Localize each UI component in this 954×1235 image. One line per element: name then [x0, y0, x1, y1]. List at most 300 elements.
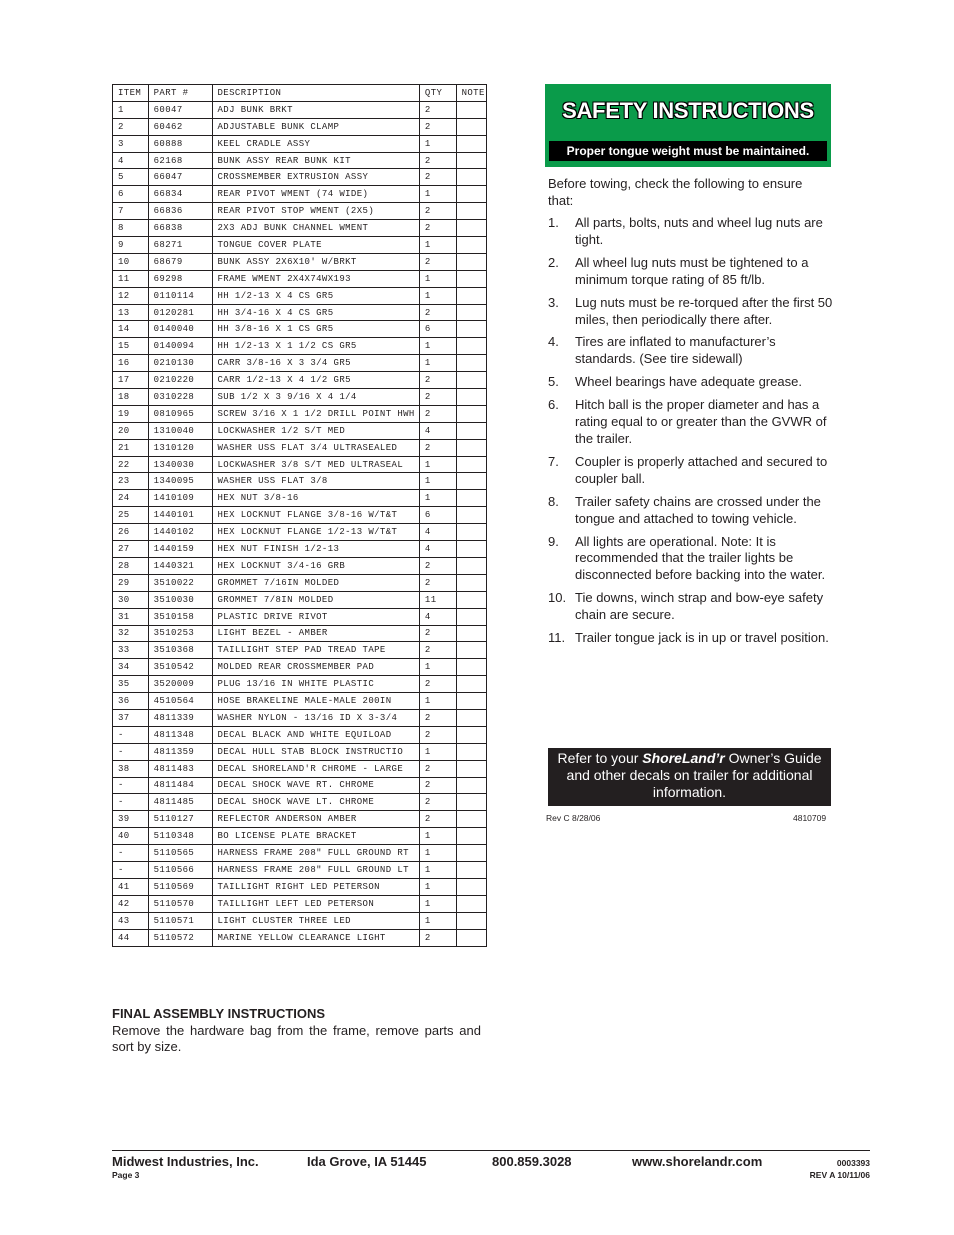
safety-title: SAFETY INSTRUCTIONS [562, 98, 814, 123]
table-row [113, 490, 487, 507]
cell-qty: 2 [419, 118, 456, 135]
footer-website[interactable]: www.shorelandr.com [632, 1154, 763, 1169]
cell-qty: 6 [419, 507, 456, 524]
safety-item-text: Trailer tongue jack is in up or travel position. [575, 630, 829, 646]
cell-description: SCREW 3/16 X 1 1/2 DRILL POINT HWH [212, 405, 419, 422]
cell-item: 32 [113, 625, 149, 642]
table-row [113, 625, 487, 642]
footer-divider [112, 1150, 870, 1151]
cell-description: HEX LOCKNUT FLANGE 1/2-13 W/T&T [212, 524, 419, 541]
cell-qty: 2 [419, 777, 456, 794]
table-row [113, 541, 487, 558]
cell-item: 43 [113, 912, 149, 929]
cell-description: HH 3/4-16 X 4 CS GR5 [212, 304, 419, 321]
parts-table-body [113, 101, 487, 946]
cell-note [456, 659, 486, 676]
cell-part-number: 1410109 [148, 490, 212, 507]
cell-note [456, 895, 486, 912]
cell-qty: 2 [419, 253, 456, 270]
cell-qty: 2 [419, 726, 456, 743]
cell-part-number: 0310228 [148, 389, 212, 406]
cell-qty: 11 [419, 591, 456, 608]
cell-note [456, 152, 486, 169]
cell-qty: 4 [419, 422, 456, 439]
table-row [113, 152, 487, 169]
header-item: ITEM [113, 85, 149, 102]
cell-note [456, 878, 486, 895]
cell-part-number: 62168 [148, 152, 212, 169]
cell-note [456, 726, 486, 743]
cell-note [456, 439, 486, 456]
cell-qty: 2 [419, 760, 456, 777]
cell-description: LOCKWASHER 1/2 S/T MED [212, 422, 419, 439]
cell-description: HH 1/2-13 X 4 CS GR5 [212, 287, 419, 304]
cell-description: GROMMET 7/16IN MOLDED [212, 574, 419, 591]
cell-note [456, 253, 486, 270]
cell-note [456, 676, 486, 693]
final-assembly-section [112, 1006, 481, 1056]
cell-item: - [113, 845, 149, 862]
cell-note [456, 861, 486, 878]
cell-note [456, 794, 486, 811]
cell-item: 12 [113, 287, 149, 304]
cell-note [456, 929, 486, 946]
header-description: DESCRIPTION [212, 85, 419, 102]
cell-description: TAILLIGHT RIGHT LED PETERSON [212, 878, 419, 895]
parts-table-header-row [113, 85, 487, 102]
cell-qty: 2 [419, 574, 456, 591]
cell-description: REAR PIVOT WMENT (74 WIDE) [212, 186, 419, 203]
cell-note [456, 321, 486, 338]
cell-part-number: 66047 [148, 169, 212, 186]
safety-checklist [548, 215, 833, 653]
table-row [113, 878, 487, 895]
cell-part-number: 1310120 [148, 439, 212, 456]
cell-note [456, 473, 486, 490]
safety-item [548, 334, 833, 368]
cell-part-number: 1440159 [148, 541, 212, 558]
cell-item: 30 [113, 591, 149, 608]
safety-item-number: 5. [548, 374, 559, 390]
table-row [113, 203, 487, 220]
table-row [113, 524, 487, 541]
cell-description: WASHER USS FLAT 3/4 ULTRASEALED [212, 439, 419, 456]
cell-item: 22 [113, 456, 149, 473]
cell-note [456, 591, 486, 608]
cell-description: MARINE YELLOW CLEARANCE LIGHT [212, 929, 419, 946]
cell-note [456, 574, 486, 591]
owner-notice-prefix: Refer to your [557, 750, 643, 766]
cell-item: 13 [113, 304, 149, 321]
cell-item: 2 [113, 118, 149, 135]
cell-note [456, 557, 486, 574]
cell-description: SUB 1/2 X 3 9/16 X 4 1/4 [212, 389, 419, 406]
cell-qty: 4 [419, 541, 456, 558]
cell-note [456, 625, 486, 642]
table-row [113, 507, 487, 524]
cell-item: 20 [113, 422, 149, 439]
safety-item [548, 630, 833, 647]
cell-description: MOLDED REAR CROSSMEMBER PAD [212, 659, 419, 676]
cell-description: HH 3/8-16 X 1 CS GR5 [212, 321, 419, 338]
cell-part-number: 0120281 [148, 304, 212, 321]
cell-description: BO LICENSE PLATE BRACKET [212, 828, 419, 845]
cell-item: - [113, 777, 149, 794]
footer-company: Midwest Industries, Inc. [112, 1154, 259, 1169]
cell-part-number: 5110569 [148, 878, 212, 895]
cell-item: 28 [113, 557, 149, 574]
table-row [113, 845, 487, 862]
cell-item: 29 [113, 574, 149, 591]
cell-qty: 2 [419, 169, 456, 186]
cell-note [456, 456, 486, 473]
cell-qty: 2 [419, 929, 456, 946]
cell-note [456, 760, 486, 777]
safety-item-text: All lights are operational. Note: It is recommended that the trailer lights be disconnected before backing into the water. [575, 533, 826, 583]
cell-part-number: 68271 [148, 237, 212, 254]
cell-note [456, 338, 486, 355]
cell-qty: 2 [419, 405, 456, 422]
cell-note [456, 828, 486, 845]
safety-item-text: Hitch ball is the proper diameter and has a rating equal to or greater than the GVWR of the trailer. [575, 397, 827, 446]
cell-note [456, 524, 486, 541]
safety-item-number: 11. [548, 630, 566, 646]
cell-part-number: 66834 [148, 186, 212, 203]
cell-qty: 1 [419, 287, 456, 304]
cell-part-number: 3520009 [148, 676, 212, 693]
table-row [113, 304, 487, 321]
table-row [113, 220, 487, 237]
cell-part-number: 1440321 [148, 557, 212, 574]
cell-description: DECAL HULL STAB BLOCK INSTRUCTIO [212, 743, 419, 760]
cell-qty: 1 [419, 828, 456, 845]
cell-part-number: 60047 [148, 101, 212, 118]
cell-qty: 2 [419, 625, 456, 642]
cell-description: HOSE BRAKELINE MALE-MALE 200IN [212, 693, 419, 710]
cell-part-number: 60462 [148, 118, 212, 135]
cell-note [456, 389, 486, 406]
cell-description: ADJ BUNK BRKT [212, 101, 419, 118]
table-row [113, 355, 487, 372]
cell-part-number: 5110127 [148, 811, 212, 828]
cell-note [456, 422, 486, 439]
cell-item: 14 [113, 321, 149, 338]
table-row [113, 861, 487, 878]
cell-part-number: 0210130 [148, 355, 212, 372]
cell-qty: 2 [419, 676, 456, 693]
cell-description: WASHER USS FLAT 3/8 [212, 473, 419, 490]
cell-item: 9 [113, 237, 149, 254]
cell-description: LIGHT BEZEL - AMBER [212, 625, 419, 642]
cell-qty: 2 [419, 794, 456, 811]
safety-item [548, 295, 833, 329]
safety-subtitle: Proper tongue weight must be maintained. [549, 141, 827, 161]
cell-item: 33 [113, 642, 149, 659]
cell-description: BUNK ASSY 2X6X10' W/BRKT [212, 253, 419, 270]
cell-item: 38 [113, 760, 149, 777]
table-row [113, 456, 487, 473]
cell-note [456, 405, 486, 422]
cell-item: 21 [113, 439, 149, 456]
cell-item: 16 [113, 355, 149, 372]
table-row [113, 270, 487, 287]
cell-note [456, 355, 486, 372]
cell-qty: 2 [419, 152, 456, 169]
cell-item: 3 [113, 135, 149, 152]
cell-item: 4 [113, 152, 149, 169]
cell-description: LIGHT CLUSTER THREE LED [212, 912, 419, 929]
cell-item: 39 [113, 811, 149, 828]
table-row [113, 912, 487, 929]
owner-guide-notice [548, 748, 831, 806]
cell-item: 17 [113, 372, 149, 389]
cell-note [456, 220, 486, 237]
cell-part-number: 1440101 [148, 507, 212, 524]
safety-item-text: Coupler is properly attached and secured to coupler ball. [575, 453, 828, 486]
cell-item: 27 [113, 541, 149, 558]
cell-part-number: 68679 [148, 253, 212, 270]
cell-note [456, 912, 486, 929]
owner-notice-suffix: Owner’s Guide and other decals on trailer for additional information. [566, 750, 822, 800]
cell-description: HEX NUT 3/8-16 [212, 490, 419, 507]
safety-item-number: 4. [548, 334, 559, 350]
cell-part-number: 3510158 [148, 608, 212, 625]
footer-phone: 800.859.3028 [492, 1154, 572, 1169]
table-row [113, 287, 487, 304]
cell-item: 25 [113, 507, 149, 524]
cell-item: - [113, 743, 149, 760]
cell-qty: 1 [419, 912, 456, 929]
cell-note [456, 608, 486, 625]
table-row [113, 676, 487, 693]
safety-item [548, 215, 833, 249]
cell-qty: 1 [419, 270, 456, 287]
cell-part-number: 0140094 [148, 338, 212, 355]
cell-qty: 2 [419, 439, 456, 456]
cell-qty: 1 [419, 135, 456, 152]
cell-item: - [113, 861, 149, 878]
safety-item-number: 6. [548, 397, 559, 413]
safety-item-text: Tires are inflated to manufacturer’s standards. (See tire sidewall) [575, 334, 776, 367]
safety-item-text: All wheel lug nuts must be tightened to a minimum torque rating of 85 ft/lb. [575, 254, 809, 287]
table-row [113, 642, 487, 659]
cell-qty: 1 [419, 338, 456, 355]
safety-item-number: 8. [548, 493, 559, 509]
cell-qty: 1 [419, 490, 456, 507]
table-row [113, 101, 487, 118]
cell-qty: 4 [419, 524, 456, 541]
header-part-number: PART # [148, 85, 212, 102]
safety-item [548, 255, 833, 289]
safety-item [548, 454, 833, 488]
cell-note [456, 135, 486, 152]
table-row [113, 743, 487, 760]
cell-description: TONGUE COVER PLATE [212, 237, 419, 254]
cell-item: 40 [113, 828, 149, 845]
cell-item: 5 [113, 169, 149, 186]
table-row [113, 777, 487, 794]
cell-part-number: 3510022 [148, 574, 212, 591]
cell-part-number: 0210220 [148, 372, 212, 389]
safety-item-text: Tie downs, winch strap and bow-eye safety chain are secure. [575, 590, 824, 623]
footer-revision: REV A 10/11/06 [809, 1170, 870, 1180]
table-row [113, 237, 487, 254]
cell-qty: 2 [419, 557, 456, 574]
table-row [113, 828, 487, 845]
cell-part-number: 1340030 [148, 456, 212, 473]
table-row [113, 389, 487, 406]
cell-part-number: 0110114 [148, 287, 212, 304]
footer-city: Ida Grove, IA 51445 [307, 1154, 427, 1169]
cell-item: 41 [113, 878, 149, 895]
cell-part-number: 69298 [148, 270, 212, 287]
cell-description: FRAME WMENT 2X4X74WX193 [212, 270, 419, 287]
cell-qty: 1 [419, 456, 456, 473]
table-row [113, 422, 487, 439]
cell-qty: 2 [419, 304, 456, 321]
cell-description: PLASTIC DRIVE RIVOT [212, 608, 419, 625]
cell-item: 8 [113, 220, 149, 237]
cell-qty: 1 [419, 845, 456, 862]
cell-part-number: 4510564 [148, 693, 212, 710]
cell-description: PLUG 13/16 IN WHITE PLASTIC [212, 676, 419, 693]
table-row [113, 372, 487, 389]
cell-item: 11 [113, 270, 149, 287]
cell-note [456, 642, 486, 659]
cell-note [456, 237, 486, 254]
table-row [113, 895, 487, 912]
cell-qty: 1 [419, 878, 456, 895]
safety-item [548, 590, 833, 624]
cell-description: DECAL SHOCK WAVE RT. CHROME [212, 777, 419, 794]
table-row [113, 186, 487, 203]
cell-note [456, 777, 486, 794]
cell-part-number: 4811339 [148, 709, 212, 726]
table-row [113, 929, 487, 946]
cell-note [456, 507, 486, 524]
safety-item-text: Lug nuts must be re-torqued after the first 50 miles, then periodically there after. [575, 294, 833, 327]
table-row [113, 659, 487, 676]
table-row [113, 473, 487, 490]
footer-doc-code: 0003393 [836, 1158, 870, 1168]
cell-description: REFLECTOR ANDERSON AMBER [212, 811, 419, 828]
cell-qty: 1 [419, 659, 456, 676]
safety-revision: Rev C 8/28/06 [546, 813, 601, 823]
cell-qty: 1 [419, 693, 456, 710]
cell-description: HARNESS FRAME 208" FULL GROUND LT [212, 861, 419, 878]
cell-item: 42 [113, 895, 149, 912]
cell-note [456, 541, 486, 558]
cell-description: TAILLIGHT STEP PAD TREAD TAPE [212, 642, 419, 659]
table-row [113, 135, 487, 152]
safety-item-number: 7. [548, 453, 559, 469]
table-row [113, 338, 487, 355]
cell-description: REAR PIVOT STOP WMENT (2X5) [212, 203, 419, 220]
cell-part-number: 1340095 [148, 473, 212, 490]
cell-note [456, 845, 486, 862]
cell-description: LOCKWASHER 3/8 S/T MED ULTRASEAL [212, 456, 419, 473]
cell-part-number: 66836 [148, 203, 212, 220]
cell-qty: 1 [419, 237, 456, 254]
table-row [113, 811, 487, 828]
final-assembly-title: FINAL ASSEMBLY INSTRUCTIONS [112, 1006, 326, 1021]
cell-description: 2X3 ADJ BUNK CHANNEL WMENT [212, 220, 419, 237]
safety-item-number: 3. [548, 294, 559, 310]
cell-note [456, 101, 486, 118]
cell-description: CROSSMEMBER EXTRUSION ASSY [212, 169, 419, 186]
cell-item: 37 [113, 709, 149, 726]
cell-description: CARR 1/2-13 X 4 1/2 GR5 [212, 372, 419, 389]
cell-note [456, 490, 486, 507]
safety-item-number: 9. [548, 533, 559, 549]
cell-note [456, 743, 486, 760]
cell-note [456, 287, 486, 304]
cell-description: HEX NUT FINISH 1/2-13 [212, 541, 419, 558]
cell-description: DECAL BLACK AND WHITE EQUILOAD [212, 726, 419, 743]
table-row [113, 591, 487, 608]
cell-part-number: 66838 [148, 220, 212, 237]
cell-item: 1 [113, 101, 149, 118]
table-row [113, 169, 487, 186]
safety-intro: Before towing, check the following to ensure that: [548, 176, 803, 208]
cell-part-number: 4811484 [148, 777, 212, 794]
cell-qty: 2 [419, 220, 456, 237]
cell-qty: 2 [419, 203, 456, 220]
safety-item-number: 10. [548, 590, 567, 606]
safety-item-number: 2. [548, 254, 559, 270]
cell-qty: 4 [419, 608, 456, 625]
cell-qty: 1 [419, 743, 456, 760]
cell-part-number: 60888 [148, 135, 212, 152]
parts-table [112, 84, 487, 947]
owner-notice-brand: ShoreLand’r [642, 750, 725, 766]
cell-item: 7 [113, 203, 149, 220]
cell-note [456, 169, 486, 186]
cell-note [456, 270, 486, 287]
cell-part-number: 4811483 [148, 760, 212, 777]
table-row [113, 709, 487, 726]
table-row [113, 321, 487, 338]
cell-part-number: 5110571 [148, 912, 212, 929]
table-row [113, 118, 487, 135]
cell-description: HEX LOCKNUT 3/4-16 GRB [212, 557, 419, 574]
cell-part-number: 1440102 [148, 524, 212, 541]
cell-part-number: 0140040 [148, 321, 212, 338]
safety-item-text: All parts, bolts, nuts and wheel lug nuts are tight. [575, 215, 823, 247]
cell-description: BUNK ASSY REAR BUNK KIT [212, 152, 419, 169]
cell-part-number: 3510030 [148, 591, 212, 608]
table-row [113, 557, 487, 574]
cell-note [456, 304, 486, 321]
cell-item: 44 [113, 929, 149, 946]
cell-qty: 2 [419, 642, 456, 659]
cell-note [456, 372, 486, 389]
safety-header [545, 84, 831, 167]
cell-note [456, 186, 486, 203]
cell-note [456, 203, 486, 220]
cell-part-number: 3510542 [148, 659, 212, 676]
safety-item [548, 534, 833, 585]
cell-item: 24 [113, 490, 149, 507]
cell-qty: 1 [419, 186, 456, 203]
table-row [113, 760, 487, 777]
cell-part-number: 4811485 [148, 794, 212, 811]
table-row [113, 405, 487, 422]
table-row [113, 794, 487, 811]
cell-description: HH 1/2-13 X 1 1/2 CS GR5 [212, 338, 419, 355]
table-row [113, 439, 487, 456]
table-row [113, 574, 487, 591]
